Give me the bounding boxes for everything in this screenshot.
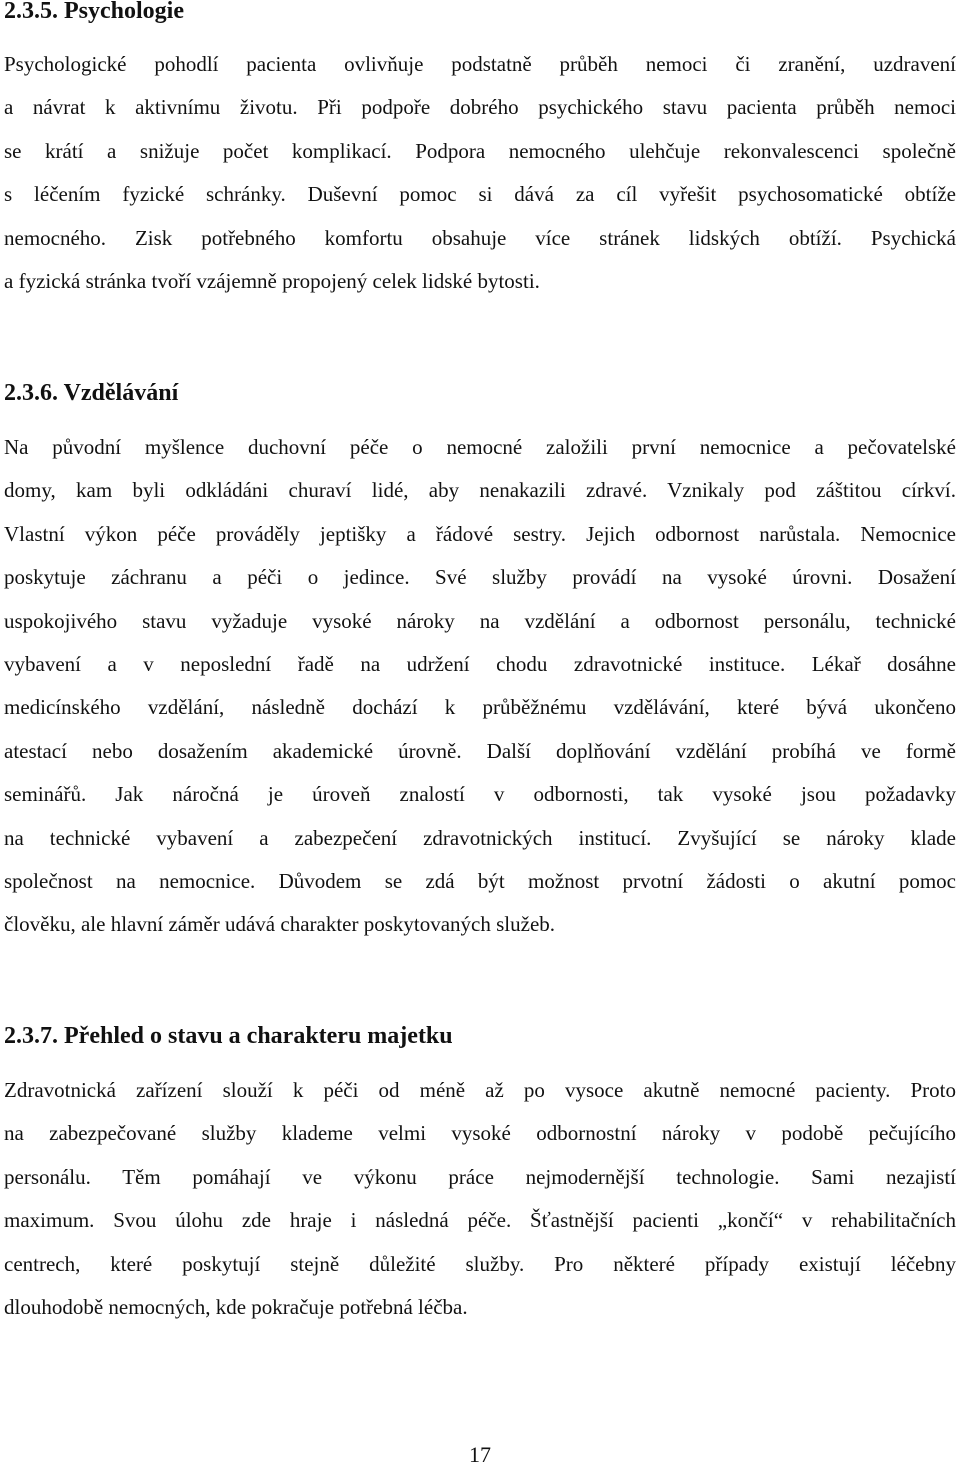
text-line: maximum. Svou úlohu zde hraje i následná péče. Šťastnější pacienti „končí“ v rehabilitačních xyxy=(4,1208,956,1233)
paragraph-prehled-majetku xyxy=(4,1069,956,1329)
text-line: člověku, ale hlavní záměr udává charakter poskytovaných služeb. xyxy=(4,912,556,937)
text-line: centrech, které poskytují stejně důležité služby. Pro některé případy existují léčebny xyxy=(4,1251,956,1276)
text-line: a návrat k aktivnímu životu. Při podpoře dobrého psychického stavu pacienta průběh nemoci xyxy=(4,95,956,120)
paragraph-psychologie xyxy=(4,43,956,303)
text-line: Vlastní výkon péče prováděly jeptišky a řádové sestry. Jejich odbornost narůstala. Nemocnice xyxy=(4,521,956,546)
text-line: poskytuje záchranu a péči o jedince. Své služby provádí na vysoké úrovni. Dosažení xyxy=(4,565,956,590)
text-line: na technické vybavení a zabezpečení zdravotnických institucí. Zvyšující se nároky klade xyxy=(4,825,956,850)
paragraph-vzdelavani xyxy=(4,426,956,947)
text-line: na zabezpečované služby klademe velmi vysoké odbornostní nároky v podobě pečujícího xyxy=(4,1121,956,1146)
text-line: domy, kam byli odkládáni churaví lidé, aby nenakazili zdravé. Vznikaly pod záštitou církví. xyxy=(4,478,956,503)
section-heading-psychologie: 2.3.5. Psychologie xyxy=(4,0,184,24)
text-line: dlouhodobě nemocných, kde pokračuje potřebná léčba. xyxy=(4,1294,468,1319)
text-line: nemocného. Zisk potřebného komfortu obsahuje více stránek lidských obtíží. Psychická xyxy=(4,225,956,250)
text-line: seminářů. Jak náročná je úroveň znalostí v odbornosti, tak vysoké jsou požadavky xyxy=(4,782,956,807)
text-line: Na původní myšlence duchovní péče o nemocné založili první nemocnice a pečovatelské xyxy=(4,435,956,459)
text-line: se krátí a snižuje počet komplikací. Podpora nemocného ulehčuje rekonvalescenci společně xyxy=(4,138,956,163)
text-line: s léčením fyzické schránky. Duševní pomoc si dává za cíl vyřešit psychosomatické obtíže xyxy=(4,182,956,207)
text-line: a fyzická stránka tvoří vzájemně propojený celek lidské bytosti. xyxy=(4,268,540,293)
text-line: Psychologické pohodlí pacienta ovlivňuje podstatně průběh nemoci či zranění, uzdravení xyxy=(4,52,956,76)
page-number: 17 xyxy=(469,1442,491,1467)
text-line: medicínského vzdělání, následně dochází k průběžnému vzdělávání, které bývá ukončeno xyxy=(4,695,956,720)
text-line: Zdravotnická zařízení slouží k péči od méně až po vysoce akutně nemocné pacienty. Proto xyxy=(4,1078,956,1102)
text-line: společnost na nemocnice. Důvodem se zdá být možnost prvotní žádosti o akutní pomoc xyxy=(4,868,956,893)
section-heading-prehled-majetku: 2.3.7. Přehled o stavu a charakteru majetku xyxy=(4,1023,453,1049)
section-heading-vzdelavani: 2.3.6. Vzdělávání xyxy=(4,380,179,406)
text-line: personálu. Těm pomáhají ve výkonu práce nejmodernější technologie. Sami nezajistí xyxy=(4,1164,956,1189)
text-line: atestací nebo dosažením akademické úrovně. Další doplňování vzdělání probíhá ve formě xyxy=(4,738,956,763)
text-line: uspokojivého stavu vyžaduje vysoké nároky na vzdělání a odbornost personálu, technické xyxy=(4,608,956,633)
text-line: vybavení a v neposlední řadě na udržení chodu zdravotnické instituce. Lékař dosáhne xyxy=(4,651,956,676)
